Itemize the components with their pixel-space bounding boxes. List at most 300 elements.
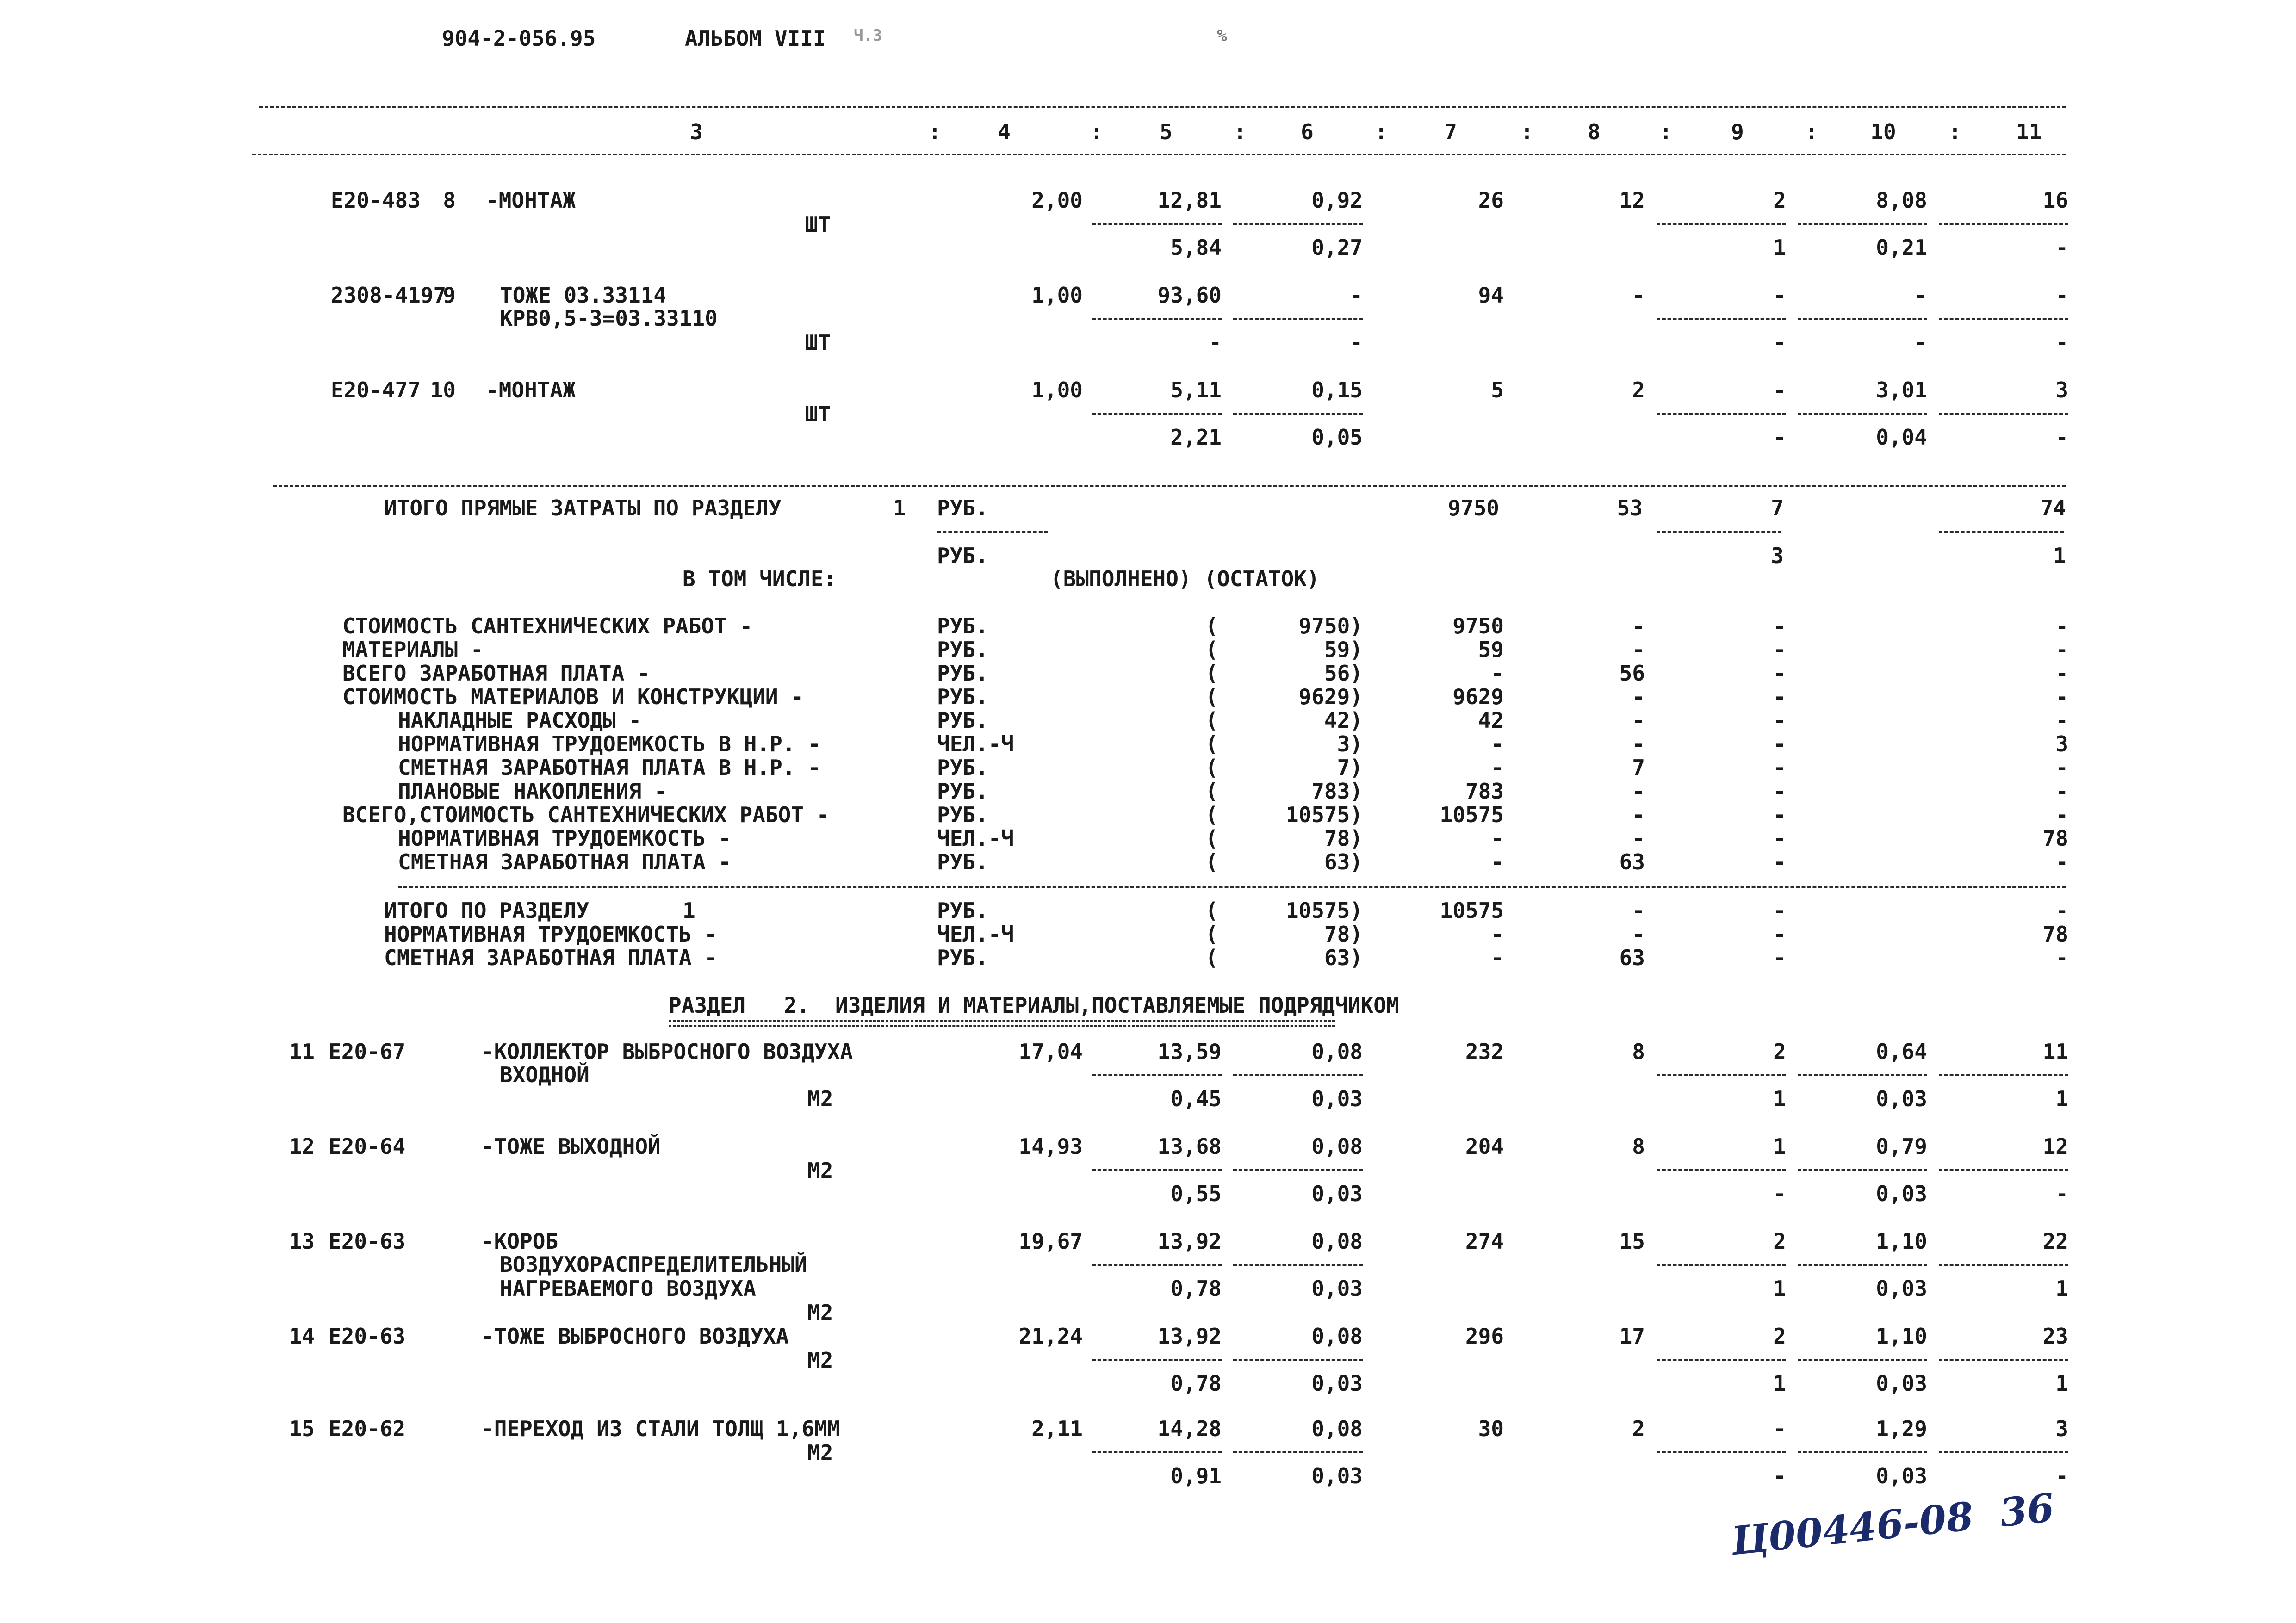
breakdown-col11: -	[2055, 684, 2068, 709]
row-description: -ТОЖЕ ВЫХОДНОЙ	[481, 1134, 661, 1159]
breakdown-col8: -	[1632, 684, 1645, 709]
direct-costs-label: ИТОГО ПРЯМЫЕ ЗАТРАТЫ ПО РАЗДЕЛУ	[384, 496, 782, 520]
breakdown-done: 63)	[1324, 849, 1363, 874]
row-col6-sub: 0,03	[1311, 1181, 1363, 1206]
row-code: Е20-62	[329, 1416, 406, 1441]
breakdown-col11: -	[2055, 802, 2068, 827]
row-number: 8	[443, 188, 456, 213]
direct-costs-c9: 7	[1771, 496, 1784, 520]
section-total-col8: -	[1632, 898, 1645, 923]
row-col6-sub: 0,03	[1311, 1086, 1363, 1111]
breakdown-label: ПЛАНОВЫЕ НАКОПЛЕНИЯ -	[398, 779, 667, 804]
row-col7: 26	[1478, 188, 1504, 213]
cell-rule	[1092, 413, 1222, 415]
row-col6-sub: 0,27	[1311, 235, 1363, 260]
breakdown-col8: -	[1632, 613, 1645, 638]
breakdown-paren-open: (	[1205, 779, 1218, 804]
cell-rule	[1092, 1451, 1222, 1453]
row-col9: 1	[1773, 1134, 1786, 1159]
direct-costs-c9-underline	[1657, 531, 1781, 533]
column-header-11: 11	[2016, 119, 2042, 144]
breakdown-label: СМЕТНАЯ ЗАРАБОТНАЯ ПЛАТА В Н.Р. -	[398, 755, 821, 780]
breakdown-col11: -	[2055, 849, 2068, 874]
cell-rule	[1233, 1264, 1363, 1266]
row-col10: 0,64	[1876, 1039, 1927, 1064]
row-col5: 13,92	[1157, 1229, 1222, 1254]
breakdown-col9: -	[1773, 802, 1786, 827]
row-col10-sub: -	[1914, 330, 1927, 355]
row-col9-sub: 1	[1773, 1276, 1786, 1301]
row-col5-sub: 5,84	[1170, 235, 1222, 260]
row-col5-sub: 0,78	[1170, 1371, 1222, 1396]
including-label: В ТОМ ЧИСЛЕ:	[683, 566, 837, 591]
row-col9: 2	[1773, 188, 1786, 213]
row-col9-sub: -	[1773, 1181, 1786, 1206]
breakdown-done: 9750)	[1298, 613, 1363, 638]
breakdown-col7: -	[1491, 849, 1504, 874]
breakdown-col7: 42	[1478, 708, 1504, 733]
row-number: 11	[289, 1039, 315, 1064]
row-col9: -	[1773, 1416, 1786, 1441]
section-total-unit: РУБ.	[937, 945, 988, 970]
row-col11: 3	[2055, 1416, 2068, 1441]
cell-rule	[1233, 318, 1363, 320]
doc-code: 904-2-056.95	[442, 26, 596, 51]
direct-costs-c11: 74	[2040, 496, 2066, 520]
breakdown-label: СТОИМОСТЬ САНТЕХНИЧЕСКИХ РАБОТ -	[342, 613, 753, 638]
cell-rule	[1657, 1169, 1786, 1171]
breakdown-done: 59)	[1324, 637, 1363, 662]
column-separator: :	[1805, 119, 1818, 144]
row-col7: 232	[1465, 1039, 1504, 1064]
row-col7: 5	[1491, 378, 1504, 403]
breakdown-done: 10575)	[1285, 802, 1363, 827]
cell-rule	[1798, 1074, 1927, 1076]
row-quantity: 2,00	[1031, 188, 1083, 213]
breakdown-col11: -	[2055, 779, 2068, 804]
row-col5-sub: 2,21	[1170, 425, 1222, 450]
handwritten-code: Ц00446-08 36	[1729, 1484, 2056, 1564]
row-unit: ШТ	[805, 402, 831, 427]
row-col5: 13,59	[1157, 1039, 1222, 1064]
row-col11: 23	[2042, 1324, 2068, 1349]
section-total-col11: -	[2055, 898, 2068, 923]
row-description: -МОНТАЖ	[486, 188, 576, 213]
direct-costs-section: 1	[893, 496, 906, 520]
breakdown-col11: 3	[2055, 731, 2068, 756]
row-col5: 93,60	[1157, 283, 1222, 308]
row-col10: 0,79	[1876, 1134, 1927, 1159]
row-col9: 2	[1773, 1324, 1786, 1349]
breakdown-col7: 59	[1478, 637, 1504, 662]
cell-rule	[1233, 1451, 1363, 1453]
column-separator: :	[928, 119, 941, 144]
row-col11: 12	[2042, 1134, 2068, 1159]
row-number: 13	[289, 1229, 315, 1254]
breakdown-col9: -	[1773, 731, 1786, 756]
breakdown-col9: -	[1773, 779, 1786, 804]
breakdown-col7: -	[1491, 731, 1504, 756]
row-col6: 0,08	[1311, 1416, 1363, 1441]
row-col8: 2	[1632, 1416, 1645, 1441]
row-col6: 0,08	[1311, 1229, 1363, 1254]
including-columns: (ВЫПОЛНЕНО) (ОСТАТОК)	[1050, 566, 1320, 591]
cell-rule	[1657, 1074, 1786, 1076]
row-col10-sub: 0,03	[1876, 1276, 1927, 1301]
section-total-done: 63)	[1324, 945, 1363, 970]
direct-costs-underline	[937, 531, 1048, 533]
cell-rule	[1798, 223, 1927, 225]
row-col10-sub: 0,04	[1876, 425, 1927, 450]
section-total-paren-open: (	[1205, 945, 1218, 970]
row-col7: 296	[1465, 1324, 1504, 1349]
breakdown-col8: -	[1632, 802, 1645, 827]
row-col9-sub: -	[1773, 425, 1786, 450]
breakdown-col8: -	[1632, 708, 1645, 733]
row-number: 12	[289, 1134, 315, 1159]
row-quantity: 19,67	[1018, 1229, 1083, 1254]
row-col11-sub: 1	[2055, 1276, 2068, 1301]
direct-costs-unit: РУБ.	[937, 496, 988, 520]
section2-title: РАЗДЕЛ 2. ИЗДЕЛИЯ И МАТЕРИАЛЫ,ПОСТАВЛЯЕМЫЕ ПОДРЯДЧИКОМ	[669, 993, 1399, 1018]
row-quantity: 2,11	[1031, 1416, 1083, 1441]
row-number: 10	[430, 378, 456, 403]
row-unit: ШТ	[805, 330, 831, 355]
album-title: АЛЬБОМ VIII	[685, 26, 826, 51]
breakdown-col11: -	[2055, 613, 2068, 638]
header-mark: %	[1217, 26, 1227, 45]
row-number: 15	[289, 1416, 315, 1441]
breakdown-paren-open: (	[1205, 849, 1218, 874]
cell-rule	[1092, 1264, 1222, 1266]
column-header-5: 5	[1160, 119, 1173, 144]
breakdown-col9: -	[1773, 613, 1786, 638]
breakdown-unit: РУБ.	[937, 849, 988, 874]
column-separator: :	[1520, 119, 1533, 144]
breakdown-col11: -	[2055, 661, 2068, 686]
breakdown-paren-open: (	[1205, 731, 1218, 756]
row-description: -ТОЖЕ ВЫБРОСНОГО ВОЗДУХА	[481, 1324, 789, 1349]
cell-rule	[1233, 223, 1363, 225]
row-number: 14	[289, 1324, 315, 1349]
breakdown-unit: РУБ.	[937, 802, 988, 827]
breakdown-col8: 63	[1619, 849, 1645, 874]
cell-rule	[1939, 1169, 2068, 1171]
breakdown-unit: РУБ.	[937, 755, 988, 780]
row-col5: 13,68	[1157, 1134, 1222, 1159]
row-description: -ПЕРЕХОД ИЗ СТАЛИ ТОЛЩ 1,6ММ	[481, 1416, 840, 1441]
row-code: Е20-63	[329, 1324, 406, 1349]
breakdown-col9: -	[1773, 684, 1786, 709]
second-c11: 1	[2053, 543, 2066, 568]
row-col5: 12,81	[1157, 188, 1222, 213]
breakdown-unit: ЧЕЛ.-Ч	[937, 731, 1014, 756]
row-quantity: 17,04	[1018, 1039, 1083, 1064]
section-total-done: 78)	[1324, 922, 1363, 947]
row-col5-sub: 0,55	[1170, 1181, 1222, 1206]
section-total-col7: 10575	[1440, 898, 1504, 923]
section-total-col9: -	[1773, 945, 1786, 970]
row-quantity: 1,00	[1031, 378, 1083, 403]
row-col11-sub: -	[2055, 1181, 2068, 1206]
header-rule-bottom	[252, 154, 2066, 155]
row-col8: 15	[1619, 1229, 1645, 1254]
column-header-8: 8	[1588, 119, 1601, 144]
row-col7: 94	[1478, 283, 1504, 308]
row-col6: 0,08	[1311, 1039, 1363, 1064]
column-header-3: 3	[690, 119, 703, 144]
breakdown-paren-open: (	[1205, 755, 1218, 780]
breakdown-done: 56)	[1324, 661, 1363, 686]
section-total-unit: РУБ.	[937, 898, 988, 923]
section-total-label: СМЕТНАЯ ЗАРАБОТНАЯ ПЛАТА -	[384, 945, 718, 970]
column-separator: :	[1948, 119, 1961, 144]
breakdown-paren-open: (	[1205, 708, 1218, 733]
breakdown-label: НАКЛАДНЫЕ РАСХОДЫ -	[398, 708, 642, 733]
row-col10-sub: 0,03	[1876, 1181, 1927, 1206]
cell-rule	[1233, 1359, 1363, 1361]
section-total-col7: -	[1491, 945, 1504, 970]
breakdown-col8: -	[1632, 826, 1645, 851]
breakdown-col11: -	[2055, 755, 2068, 780]
breakdown-paren-open: (	[1205, 802, 1218, 827]
row-col11: 3	[2055, 378, 2068, 403]
cell-rule	[1092, 1074, 1222, 1076]
cell-rule	[1798, 1264, 1927, 1266]
section1-rule	[273, 485, 2066, 487]
row-col7: 30	[1478, 1416, 1504, 1441]
row-col11: 22	[2042, 1229, 2068, 1254]
breakdown-col7: 9750	[1452, 613, 1504, 638]
breakdown-unit: РУБ.	[937, 661, 988, 686]
breakdown-label: МАТЕРИАЛЫ -	[342, 637, 484, 662]
breakdown-paren-open: (	[1205, 684, 1218, 709]
breakdown-done: 783)	[1311, 779, 1363, 804]
row-col10-sub: 0,03	[1876, 1371, 1927, 1396]
row-quantity: 14,93	[1018, 1134, 1083, 1159]
cell-rule	[1939, 318, 2068, 320]
section-total-col11: 78	[2042, 922, 2068, 947]
row-col11: 11	[2042, 1039, 2068, 1064]
cell-rule	[1939, 223, 2068, 225]
section-total-col9: -	[1773, 898, 1786, 923]
cell-rule	[1233, 1074, 1363, 1076]
breakdown-paren-open: (	[1205, 613, 1218, 638]
row-code: 2308-4197	[331, 283, 447, 308]
row-col8: 12	[1619, 188, 1645, 213]
second-c9: 3	[1771, 543, 1784, 568]
row-col9-sub: 1	[1773, 1371, 1786, 1396]
column-separator: :	[1659, 119, 1672, 144]
breakdown-col7: -	[1491, 826, 1504, 851]
breakdown-col7: 9629	[1452, 684, 1504, 709]
row-col11: -	[2055, 283, 2068, 308]
cell-rule	[1798, 318, 1927, 320]
breakdown-col9: -	[1773, 849, 1786, 874]
breakdown-col8: 56	[1619, 661, 1645, 686]
cell-rule	[1092, 1359, 1222, 1361]
row-unit: ШТ	[805, 212, 831, 237]
column-separator: :	[1375, 119, 1388, 144]
row-col9-sub: -	[1773, 330, 1786, 355]
cell-rule	[1798, 413, 1927, 415]
section-total-done: 10575)	[1285, 898, 1363, 923]
row-col10: 8,08	[1876, 188, 1927, 213]
column-header-10: 10	[1870, 119, 1896, 144]
row-unit: М2	[807, 1440, 833, 1465]
row-col5-sub: -	[1209, 330, 1222, 355]
row-col10: 1,29	[1876, 1416, 1927, 1441]
direct-costs-c11-underline	[1939, 531, 2064, 533]
cell-rule	[1657, 1264, 1786, 1266]
row-col8: 8	[1632, 1134, 1645, 1159]
row-col9-sub: 1	[1773, 1086, 1786, 1111]
row-col5-sub: 0,91	[1170, 1463, 1222, 1488]
row-col6: 0,92	[1311, 188, 1363, 213]
row-col10: 1,10	[1876, 1324, 1927, 1349]
breakdown-col9: -	[1773, 826, 1786, 851]
row-col9-sub: -	[1773, 1463, 1786, 1488]
row-description-line2: ВОЗДУХОРАСПРЕДЕЛИТЕЛЬНЫЙ	[500, 1252, 807, 1277]
row-code: Е20-67	[329, 1039, 406, 1064]
breakdown-col11: -	[2055, 637, 2068, 662]
section-total-label: ИТОГО ПО РАЗДЕЛУ	[384, 898, 590, 923]
breakdown-paren-open: (	[1205, 826, 1218, 851]
header-rule-top	[259, 106, 2066, 108]
cell-rule	[1939, 1451, 2068, 1453]
row-col9: 2	[1773, 1229, 1786, 1254]
row-code: Е20-477	[331, 378, 421, 403]
section-total-col9: -	[1773, 922, 1786, 947]
cell-rule	[1798, 1169, 1927, 1171]
section-total-col8: 63	[1619, 945, 1645, 970]
breakdown-label: СТОИМОСТЬ МАТЕРИАЛОВ И КОНСТРУКЦИИ -	[342, 684, 804, 709]
breakdown-done: 7)	[1337, 755, 1363, 780]
breakdown-done: 42)	[1324, 708, 1363, 733]
section-total-paren-open: (	[1205, 898, 1218, 923]
second-unit: РУБ.	[937, 543, 988, 568]
row-col8: 17	[1619, 1324, 1645, 1349]
breakdown-done: 3)	[1337, 731, 1363, 756]
breakdown-unit: РУБ.	[937, 613, 988, 638]
row-description-line2: ВХОДНОЙ	[500, 1062, 590, 1087]
section-total-paren-open: (	[1205, 922, 1218, 947]
row-number: 9	[443, 283, 456, 308]
cell-rule	[1939, 1359, 2068, 1361]
row-col6-sub: 0,03	[1311, 1463, 1363, 1488]
section-total-col7: -	[1491, 922, 1504, 947]
row-col11-sub: 1	[2055, 1086, 2068, 1111]
breakdown-col8: -	[1632, 637, 1645, 662]
row-description: -КОЛЛЕКТОР ВЫБРОСНОГО ВОЗДУХА	[481, 1039, 853, 1064]
breakdown-col7: 10575	[1440, 802, 1504, 827]
section2-title-underline	[669, 1020, 1335, 1027]
row-col6-sub: 0,05	[1311, 425, 1363, 450]
breakdown-unit: ЧЕЛ.-Ч	[937, 826, 1014, 851]
row-description: -КОРОБ	[481, 1229, 558, 1254]
breakdown-unit: РУБ.	[937, 684, 988, 709]
row-col10-sub: 0,21	[1876, 235, 1927, 260]
cell-rule	[1657, 413, 1786, 415]
row-col9: -	[1773, 283, 1786, 308]
row-col6: 0,08	[1311, 1324, 1363, 1349]
cell-rule	[1657, 1451, 1786, 1453]
breakdown-col9: -	[1773, 661, 1786, 686]
row-col8: -	[1632, 283, 1645, 308]
cell-rule	[1233, 1169, 1363, 1171]
row-col11-sub: -	[2055, 235, 2068, 260]
breakdown-label: ВСЕГО,СТОИМОСТЬ САНТЕХНИЧЕСКИХ РАБОТ -	[342, 802, 830, 827]
row-col8: 8	[1632, 1039, 1645, 1064]
column-header-4: 4	[998, 119, 1011, 144]
row-quantity: 1,00	[1031, 283, 1083, 308]
row-col11: 16	[2042, 188, 2068, 213]
section-total-col11: -	[2055, 945, 2068, 970]
row-col6-sub: 0,03	[1311, 1276, 1363, 1301]
row-col11-sub: -	[2055, 1463, 2068, 1488]
cell-rule	[1939, 413, 2068, 415]
row-unit: М2	[807, 1348, 833, 1373]
breakdown-unit: РУБ.	[937, 637, 988, 662]
row-unit: М2	[807, 1158, 833, 1183]
cell-rule	[1939, 1074, 2068, 1076]
breakdown-rule	[398, 886, 2066, 888]
row-col10: 1,10	[1876, 1229, 1927, 1254]
breakdown-col9: -	[1773, 755, 1786, 780]
row-col6: 0,15	[1311, 378, 1363, 403]
row-code: Е20-64	[329, 1134, 406, 1159]
breakdown-col11: -	[2055, 708, 2068, 733]
row-description-line2: КРВ0,5-3=03.33110	[500, 306, 718, 331]
cell-rule	[1092, 1169, 1222, 1171]
breakdown-col7: -	[1491, 755, 1504, 780]
section-total-col8: -	[1632, 922, 1645, 947]
breakdown-col7: 783	[1465, 779, 1504, 804]
row-col5: 14,28	[1157, 1416, 1222, 1441]
breakdown-col8: -	[1632, 779, 1645, 804]
breakdown-col9: -	[1773, 708, 1786, 733]
row-code: Е20-483	[331, 188, 421, 213]
row-description-line3: НАГРЕВАЕМОГО ВОЗДУХА	[500, 1276, 756, 1301]
column-separator: :	[1234, 119, 1247, 144]
section-total-label: НОРМАТИВНАЯ ТРУДОЕМКОСТЬ -	[384, 922, 718, 947]
column-header-6: 6	[1301, 119, 1314, 144]
row-col10-sub: 0,03	[1876, 1086, 1927, 1111]
row-description: -МОНТАЖ	[486, 378, 576, 403]
breakdown-paren-open: (	[1205, 661, 1218, 686]
breakdown-done: 78)	[1324, 826, 1363, 851]
row-col6-sub: 0,03	[1311, 1371, 1363, 1396]
cell-rule	[1092, 318, 1222, 320]
row-col5: 13,92	[1157, 1324, 1222, 1349]
breakdown-unit: РУБ.	[937, 708, 988, 733]
row-quantity: 21,24	[1018, 1324, 1083, 1349]
row-unit: М2	[807, 1300, 833, 1325]
row-col9: 2	[1773, 1039, 1786, 1064]
row-col8: 2	[1632, 378, 1645, 403]
breakdown-col8: -	[1632, 731, 1645, 756]
row-description: ТОЖЕ 03.33114	[500, 283, 667, 308]
cell-rule	[1657, 318, 1786, 320]
direct-costs-c7: 9750	[1448, 496, 1499, 520]
row-unit: М2	[807, 1086, 833, 1111]
breakdown-col9: -	[1773, 637, 1786, 662]
cell-rule	[1798, 1451, 1927, 1453]
cell-rule	[1939, 1264, 2068, 1266]
column-header-7: 7	[1444, 119, 1457, 144]
row-col5: 5,11	[1170, 378, 1222, 403]
breakdown-label: НОРМАТИВНАЯ ТРУДОЕМКОСТЬ В Н.Р. -	[398, 731, 821, 756]
